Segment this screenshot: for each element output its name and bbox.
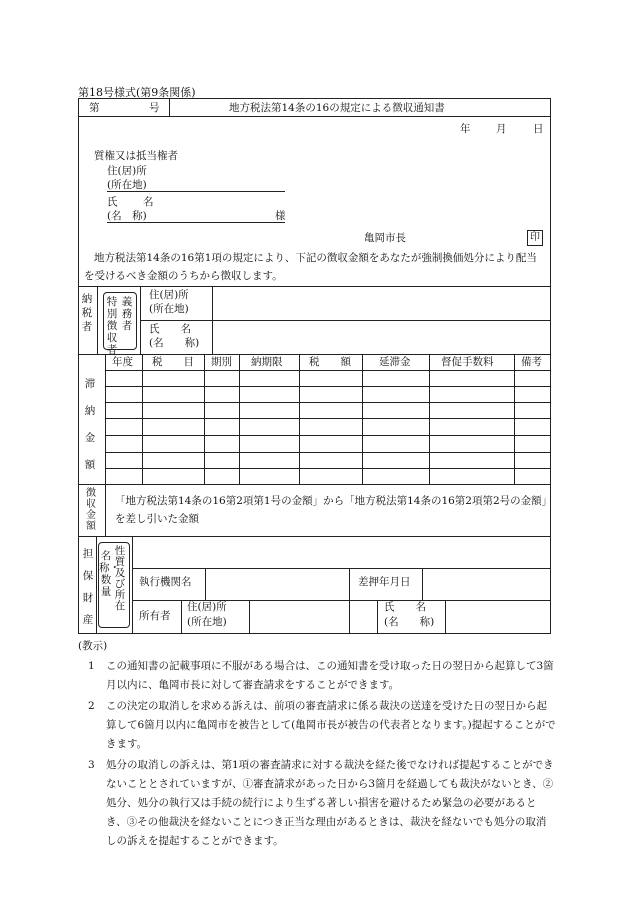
- instruction-text: 処分の取消しの訴えは、第1項の審査請求に対する裁決を経た後でなければ提起することができないこととされていますが、①審査請求があった日から3箇月を経過しても裁決がないとき、②処分、処分の執行又は手続の続行により生ずる著しい損害を避けるため緊急の必要があるとき、③その他裁決を経ないことにつき正当な理由があるときは、裁決を経ないでも処分の取消しの訴えを提起することができます。: [106, 759, 554, 847]
- document-title: 地方税法第14条の16の規定による徴収通知書: [229, 102, 445, 114]
- date-year: 年: [460, 123, 471, 135]
- taxpayer-address-alt: (所在地): [149, 303, 189, 315]
- number-prefix: 第: [89, 102, 100, 114]
- arrears-label: 滞納金額: [84, 378, 96, 471]
- col-tax-item: 税 目: [152, 356, 194, 368]
- seal-mark: 印: [527, 230, 543, 246]
- collection-text: 「地方税法第14条の16第2項第1号の金額」から「地方税法第14条の16第2項第2号の金額」を差し引いた金額: [115, 495, 547, 525]
- taxpayer-name-label: 氏 名: [149, 323, 191, 335]
- notice-body-text: 地方税法第14条の16第1項の規定により、下記の徴収金額をあなたが強制換価処分により配当を受けるべき金額のうちから徴収します。: [84, 252, 537, 282]
- instruction-item: [78, 697, 556, 754]
- taxpayer-label: 納税者: [81, 293, 93, 333]
- owner-address-label: 住(居)所: [187, 601, 227, 613]
- col-late-fee: 延滞金: [379, 356, 411, 368]
- col-due-date: 納期限: [251, 356, 283, 368]
- taxpayer-sublabel-2: 義務者: [121, 296, 133, 332]
- issuer-name: 亀岡市長: [364, 232, 406, 244]
- executing-agency-label: 執行機関名: [139, 576, 192, 588]
- date-day: 日: [533, 123, 544, 135]
- taxpayer-sublabel-1: 特別徴収者: [106, 296, 118, 356]
- instruction-item: [78, 756, 556, 851]
- collection-label: 徴収金額: [86, 488, 96, 532]
- instruction-text: この通知書の記載事項に不服がある場合は、この通知書を受け取った日の翌日から起算して3箇月以内に、亀岡市長に対して審査請求をすることができます。: [106, 660, 554, 691]
- recipient-name-label-1: 氏: [107, 196, 118, 208]
- owner-name-label: 氏 名: [384, 601, 426, 613]
- recipient-honorific: 様: [275, 210, 286, 222]
- number-suffix: 号: [149, 102, 160, 114]
- taxpayer-name-alt: (名 称): [149, 337, 200, 349]
- recipient-name-label-2: 名: [143, 196, 154, 208]
- seizure-date-label: 差押年月日: [358, 576, 411, 588]
- col-demand-fee: 督促手数料: [441, 356, 494, 368]
- instruction-number: 2: [88, 700, 95, 712]
- recipient-address-alt: (所在地): [107, 179, 147, 191]
- owner-label: 所有者: [139, 610, 171, 622]
- owner-address-alt: (所在地): [187, 616, 227, 628]
- collection-notice-form: [78, 98, 551, 634]
- instructions-section: [78, 637, 556, 853]
- form-number-label: 第18号様式(第9条関係): [78, 86, 196, 99]
- recipient-address-label: 住(居)所: [107, 165, 147, 177]
- recipient-role: 質権又は抵当権者: [94, 150, 178, 162]
- col-fiscal-year: 年度: [112, 356, 133, 368]
- col-period: 期別: [211, 356, 232, 368]
- instruction-number: 3: [88, 759, 95, 771]
- owner-name-alt: (名 称): [384, 616, 435, 628]
- collateral-sublabel-1: 名称・数量: [99, 550, 120, 598]
- recipient-name-alt: (名 称): [107, 210, 147, 222]
- instructions-heading: (教示): [78, 640, 108, 652]
- instruction-number: 1: [88, 660, 95, 672]
- collateral-label: 担保財産: [82, 548, 94, 626]
- col-remarks: 備考: [521, 356, 542, 368]
- col-tax-amount: 税 額: [309, 356, 351, 368]
- instruction-text: この決定の取消しを求める訴えは、前項の審査請求に係る裁決の送達を受けた日の翌日から起算して6箇月以内に亀岡市を被告として(亀岡市長が被告の代表者となります。)提起することができます。: [106, 700, 556, 750]
- instruction-item: [78, 657, 556, 695]
- taxpayer-address-label: 住(居)所: [149, 289, 189, 301]
- date-month: 月: [496, 123, 507, 135]
- collateral-sublabel-2: 性質及び所在: [114, 545, 126, 612]
